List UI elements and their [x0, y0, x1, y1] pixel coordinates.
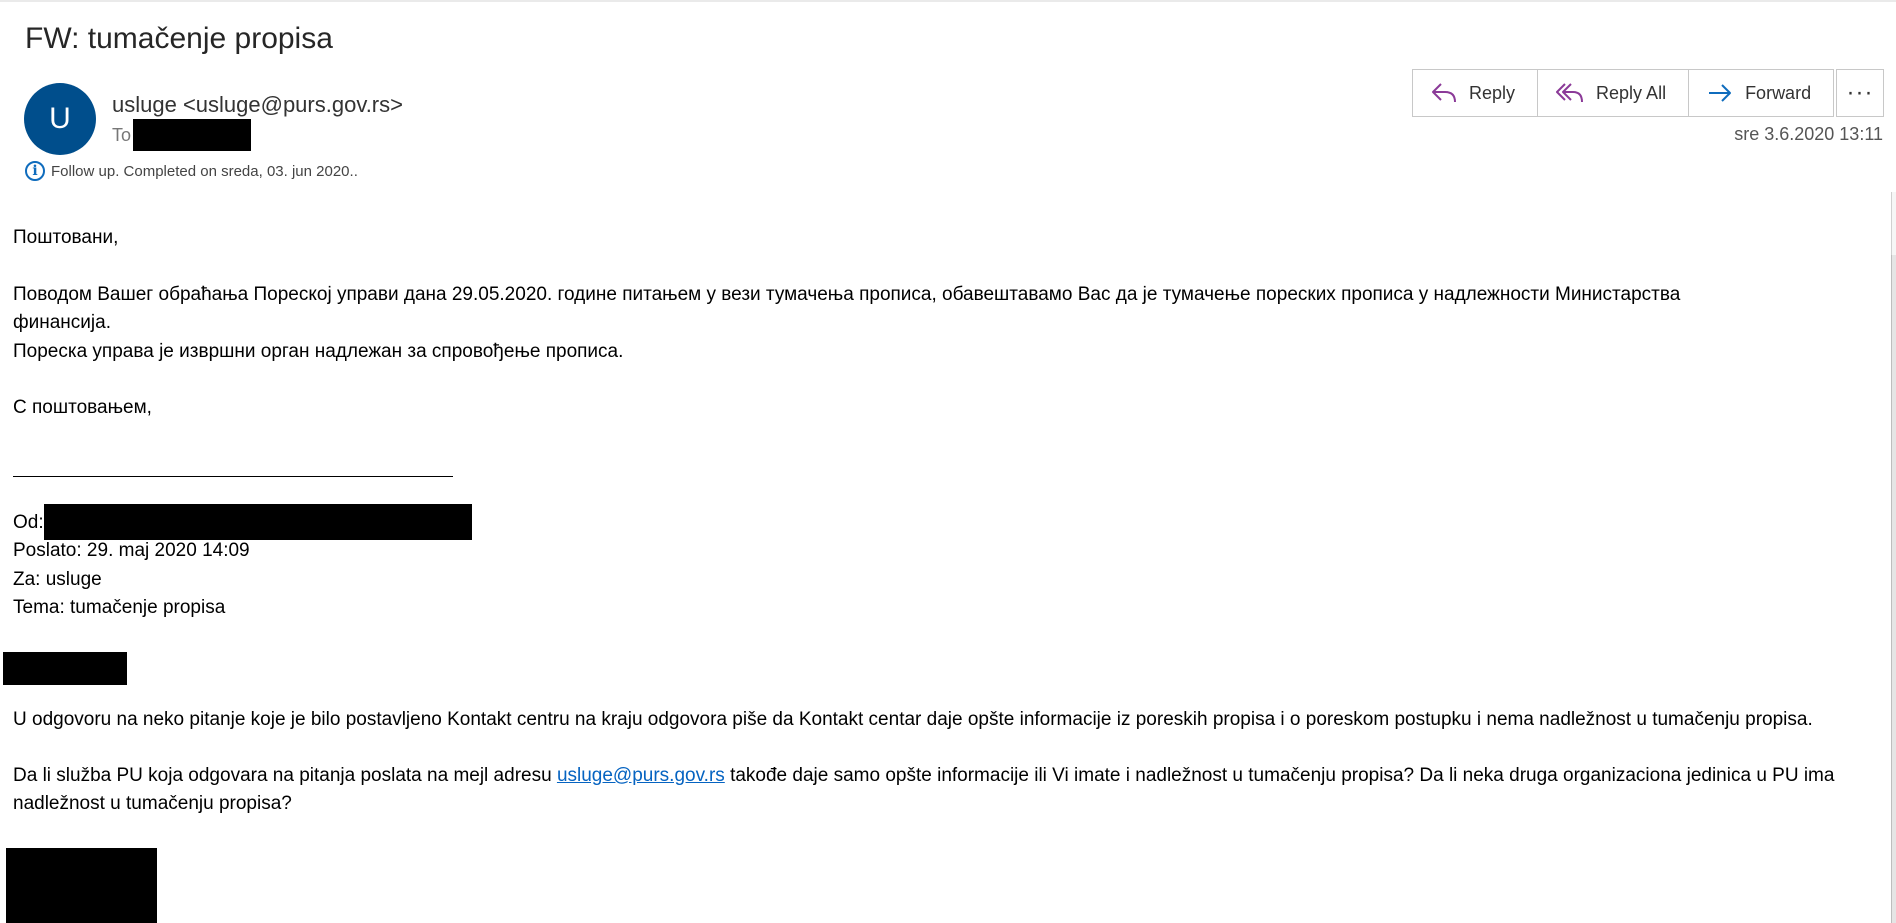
sender-name[interactable]: usluge <usluge@purs.gov.rs>	[112, 92, 403, 117]
closing: С поштовањем,	[13, 397, 152, 418]
reply-paragraph-2: Пореска управа је извршни орган надлежан за спровођење прописа.	[13, 341, 624, 362]
forward-to: Za: usluge	[13, 569, 102, 590]
reply-all-button[interactable]	[1538, 70, 1689, 116]
forward-label: Forward	[1745, 82, 1812, 103]
forward-from-line	[13, 512, 44, 534]
question-2-start: Da li služba PU koja odgovara na pitanja poslata na mejl adresu	[13, 765, 557, 786]
forward-sent: Poslato: 29. maj 2020 14:09	[13, 540, 250, 561]
followup-banner	[25, 161, 358, 181]
recipient-row	[112, 120, 251, 150]
forward-icon	[1707, 81, 1733, 105]
redacted-signature	[6, 848, 157, 923]
reply-paragraph-line-1: Поводом Вашег обраћања Пореској управи дана 29.05.2020. године питањем у вези тумачења прописа, обавештавамо Вас да је тумачење пореских прописа у надлежности Министарства	[13, 284, 1681, 305]
top-border	[0, 0, 1896, 2]
email-subject: FW: tumačenje propisa	[25, 22, 333, 55]
signature-divider	[13, 476, 453, 477]
message-actions	[1412, 69, 1834, 117]
scrollbar-thumb[interactable]	[1891, 255, 1896, 923]
redacted-recipient	[133, 119, 251, 151]
greeting: Поштовани,	[13, 227, 119, 248]
more-actions-button[interactable]	[1836, 69, 1884, 117]
reply-icon	[1431, 81, 1457, 105]
followup-text: Follow up. Completed on sreda, 03. jun 2020..	[51, 162, 358, 180]
info-icon: i	[25, 161, 45, 181]
reply-all-label: Reply All	[1596, 82, 1667, 103]
forward-subject: Tema: tumačenje propisa	[13, 597, 226, 618]
reply-paragraph-line-2: финансија.	[13, 312, 111, 333]
sender-avatar[interactable]	[24, 83, 96, 155]
more-icon: ···	[1846, 79, 1874, 106]
question-paragraph-1: U odgovoru na neko pitanje koje je bilo postavljeno Kontakt centru na kraju odgovora piše da Kontakt centar daje opšte informacije iz poreskih propisa i o poreskom postupku i nema nadležnost u tumačenju propisa.	[13, 709, 1813, 730]
reply-label: Reply	[1469, 82, 1516, 103]
reply-all-icon	[1556, 81, 1584, 105]
avatar-initial: U	[49, 102, 71, 135]
redacted-from-address	[44, 504, 472, 540]
question-paragraph-2	[13, 762, 1878, 818]
question-2-end: takođe daje samo opšte informacije ili Vi imate i nadležnost u tumačenju propisa? Da li neka druga organizaciona jedinica u PU ima nadležnost u tumačenju propisa?	[13, 765, 1835, 814]
redacted-salutation	[3, 652, 127, 685]
sent-date: sre 3.6.2020 13:11	[1734, 124, 1883, 144]
to-label: To	[112, 124, 132, 145]
email-link[interactable]: usluge@purs.gov.rs	[556, 765, 725, 786]
forward-from-label: Od:	[13, 512, 44, 533]
forward-button[interactable]	[1689, 70, 1833, 116]
reply-button[interactable]	[1413, 70, 1538, 116]
